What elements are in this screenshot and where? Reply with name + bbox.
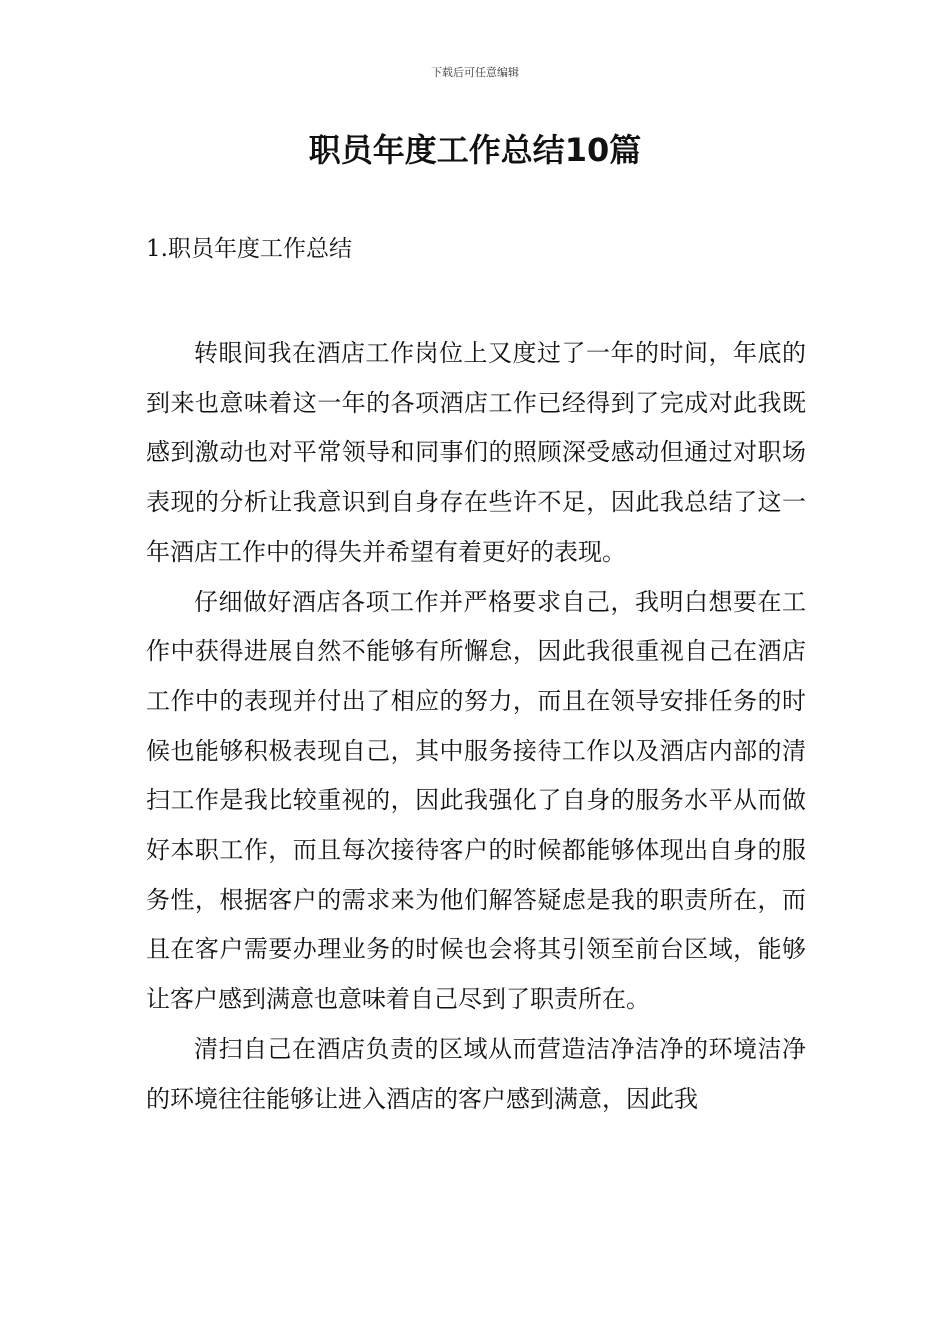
paragraph-3: 清扫自己在酒店负责的区域从而营造洁净洁净的环境洁净的环境往往能够让进入酒店的客户感到满意，因此我 (146, 1034, 806, 1113)
document-title: 职员年度工作总结10篇 (308, 131, 642, 169)
paragraph-1: 转眼间我在酒店工作岗位上又度过了一年的时间，年底的到来也意味着这一年的各项酒店工作已经得到了完成对此我既感到激动也对平常领导和同事们的照顾深受感动但通过对职场表现的分析让我意识到自身存在些许不足，因此我总结了这一年酒店工作中的得失并希望有着更好的表现。 (146, 339, 806, 566)
section-heading: 1.职员年度工作总结 (146, 236, 352, 262)
header-note: 下载后可任意编辑 (431, 66, 519, 79)
document-body (146, 329, 806, 1124)
paragraph-2: 仔细做好酒店各项工作并严格要求自己，我明白想要在工作中获得进展自然不能够有所懈怠，因此我很重视自己在酒店工作中的表现并付出了相应的努力，而且在领导安排任务的时候也能够积极表现自己，其中服务接待工作以及酒店内部的清扫工作是我比较重视的，因此我强化了自身的服务水平从而做好本职工作，而且每次接待客户的时候都能够体现出自身的服务性，根据客户的需求来为他们解答疑虑是我的职责所在，而且在客户需要办理业务的时候也会将其引领至前台区域，能够让客户感到满意也意味着自己尽到了职责所在。 (146, 587, 806, 1014)
